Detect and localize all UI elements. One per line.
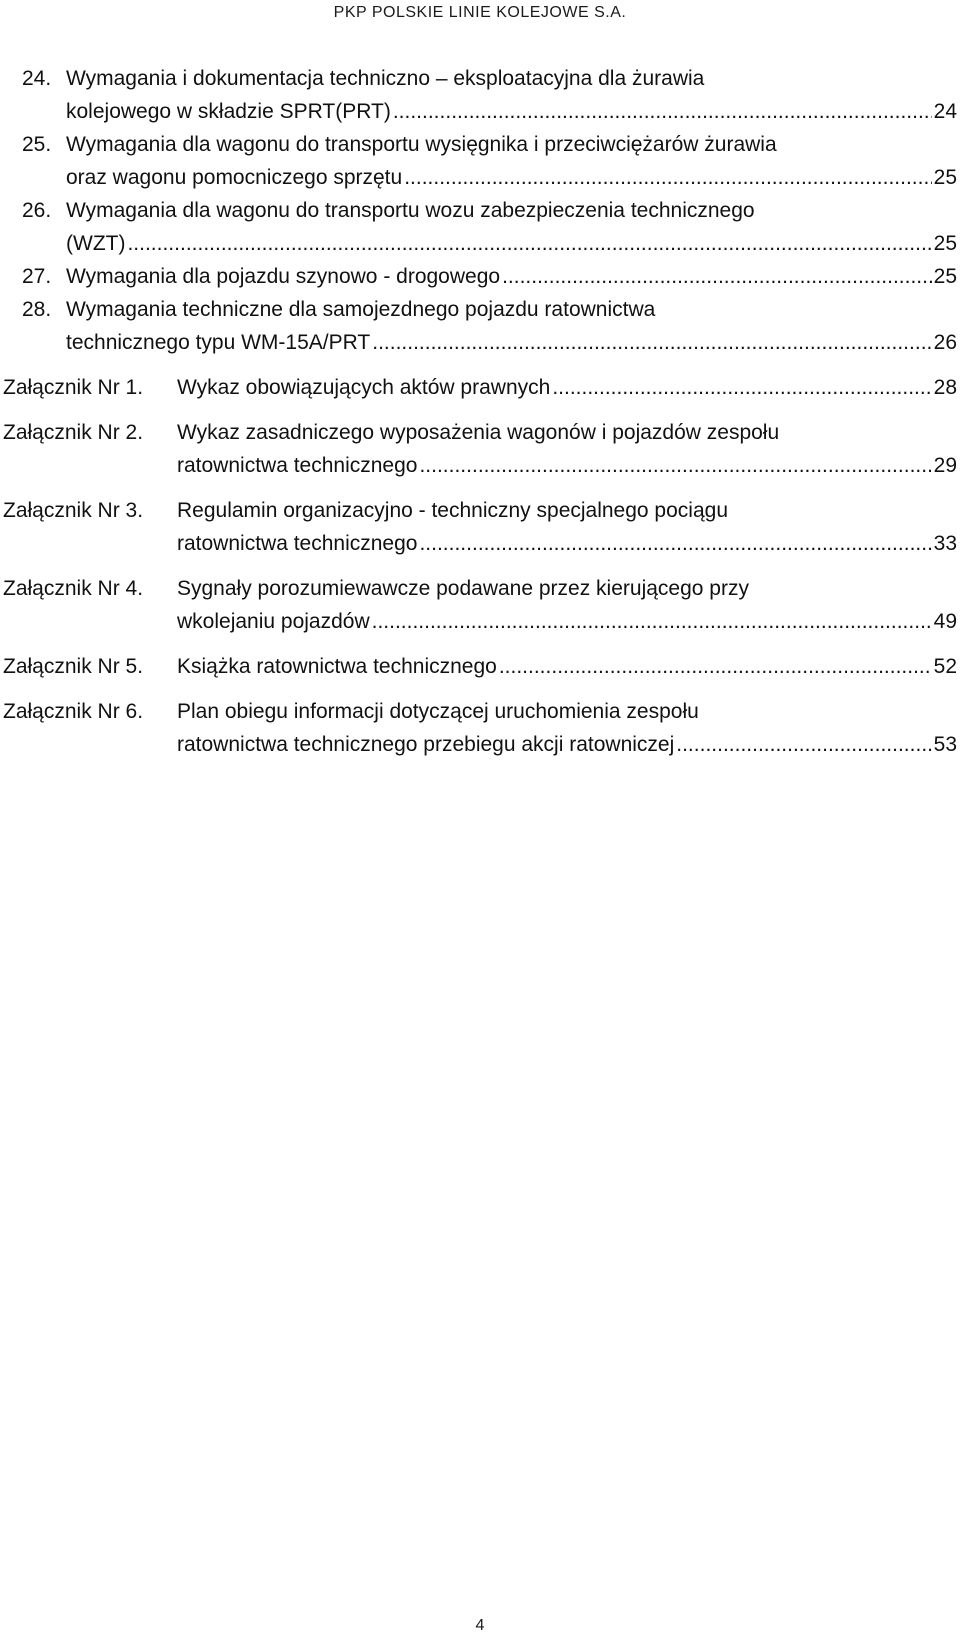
toc-entry-page: 26 [933,331,957,354]
toc-entry-number: 24. [22,67,52,90]
dot-leader [552,371,931,404]
toc-entry-page: 25 [933,265,957,288]
toc-attachment-page: 29 [933,454,957,477]
dot-leader [499,650,932,683]
toc-attachment-page: 28 [933,376,957,399]
toc-attachment-3[interactable] [0,494,960,560]
dot-leader [502,260,932,293]
toc-entry-24[interactable] [0,62,960,128]
toc-entry-title-line-2: oraz wagonu pomocniczego sprzętu [66,166,403,189]
toc-entry-title-line-2: (WZT) [66,232,126,255]
dot-leader [127,227,931,260]
toc-attachment-title-line-1: Sygnały porozumiewawcze podawane przez kierującego przy [177,577,749,600]
toc-attachment-1[interactable] [0,371,960,404]
toc-entry-page: 25 [933,166,957,189]
toc-attachment-page: 33 [933,532,957,555]
dot-leader [676,728,931,761]
toc-attachment-title-line-2: ratownictwa technicznego [177,454,418,477]
toc-entry-number: 25. [22,133,52,156]
toc-entry-27[interactable] [0,260,960,293]
toc-attachment-title-line-1: Wykaz zasadniczego wyposażenia wagonów i pojazdów zespołu [177,421,780,444]
toc-attachment-page: 49 [933,610,957,633]
toc-attachment-title-line-2: wkolejaniu pojazdów [177,610,370,633]
toc-attachment-page: 52 [933,655,957,678]
toc-entry-title-line-1: Wymagania i dokumentacja techniczno – eksploatacyjna dla żurawia [66,67,705,90]
table-of-contents [0,62,960,761]
toc-attachment-number: Załącznik Nr 3. [3,499,144,522]
toc-entry-title-line-1: Wymagania dla pojazdu szynowo - drogowego [66,265,501,288]
toc-attachment-number: Załącznik Nr 6. [3,700,144,723]
toc-entry-28[interactable] [0,293,960,359]
toc-entry-page: 25 [933,232,957,255]
toc-entry-title-line-1: Wymagania dla wagonu do transportu wysięgnika i przeciwciężarów żurawia [66,133,777,156]
toc-attachment-4[interactable] [0,572,960,638]
toc-attachment-number: Załącznik Nr 5. [3,655,144,678]
toc-entry-26[interactable] [0,194,960,260]
toc-attachment-number: Załącznik Nr 1. [3,376,144,399]
toc-entry-page: 24 [933,100,957,123]
toc-entry-number: 28. [22,298,52,321]
toc-attachment-number: Załącznik Nr 4. [3,577,144,600]
toc-attachment-title-line-2: ratownictwa technicznego [177,532,418,555]
toc-entry-title-line-2: technicznego typu WM-15A/PRT [66,331,371,354]
running-header: PKP POLSKIE LINIE KOLEJOWE S.A. [333,4,627,21]
toc-attachment-title-line-1: Wykaz obowiązujących aktów prawnych [177,376,551,399]
dot-leader [372,326,931,359]
toc-attachment-title-line-2: ratownictwa technicznego przebiegu akcji ratowniczej [177,733,675,756]
toc-attachment-6[interactable] [0,695,960,761]
toc-attachment-title-line-1: Książka ratownictwa technicznego [177,655,497,678]
toc-attachment-number: Załącznik Nr 2. [3,421,144,444]
dot-leader [419,527,931,560]
toc-attachment-title-line-1: Regulamin organizacyjno - techniczny specjalnego pociągu [177,499,728,522]
toc-entry-title-line-2: kolejowego w składzie SPRT(PRT) [66,100,391,123]
toc-entry-number: 27. [22,265,52,288]
dot-leader [393,95,932,128]
toc-entry-title-line-1: Wymagania dla wagonu do transportu wozu zabezpieczenia technicznego [66,199,755,222]
page-number: 4 [475,1617,485,1634]
toc-entry-25[interactable] [0,128,960,194]
dot-leader [404,161,931,194]
toc-entry-number: 26. [22,199,52,222]
dot-leader [372,605,932,638]
toc-attachment-2[interactable] [0,416,960,482]
toc-attachment-page: 53 [933,733,957,756]
toc-attachment-5[interactable] [0,650,960,683]
dot-leader [419,449,931,482]
toc-entry-title-line-1: Wymagania techniczne dla samojezdnego pojazdu ratownictwa [66,298,656,321]
toc-attachment-title-line-1: Plan obiegu informacji dotyczącej uruchomienia zespołu [177,700,699,723]
